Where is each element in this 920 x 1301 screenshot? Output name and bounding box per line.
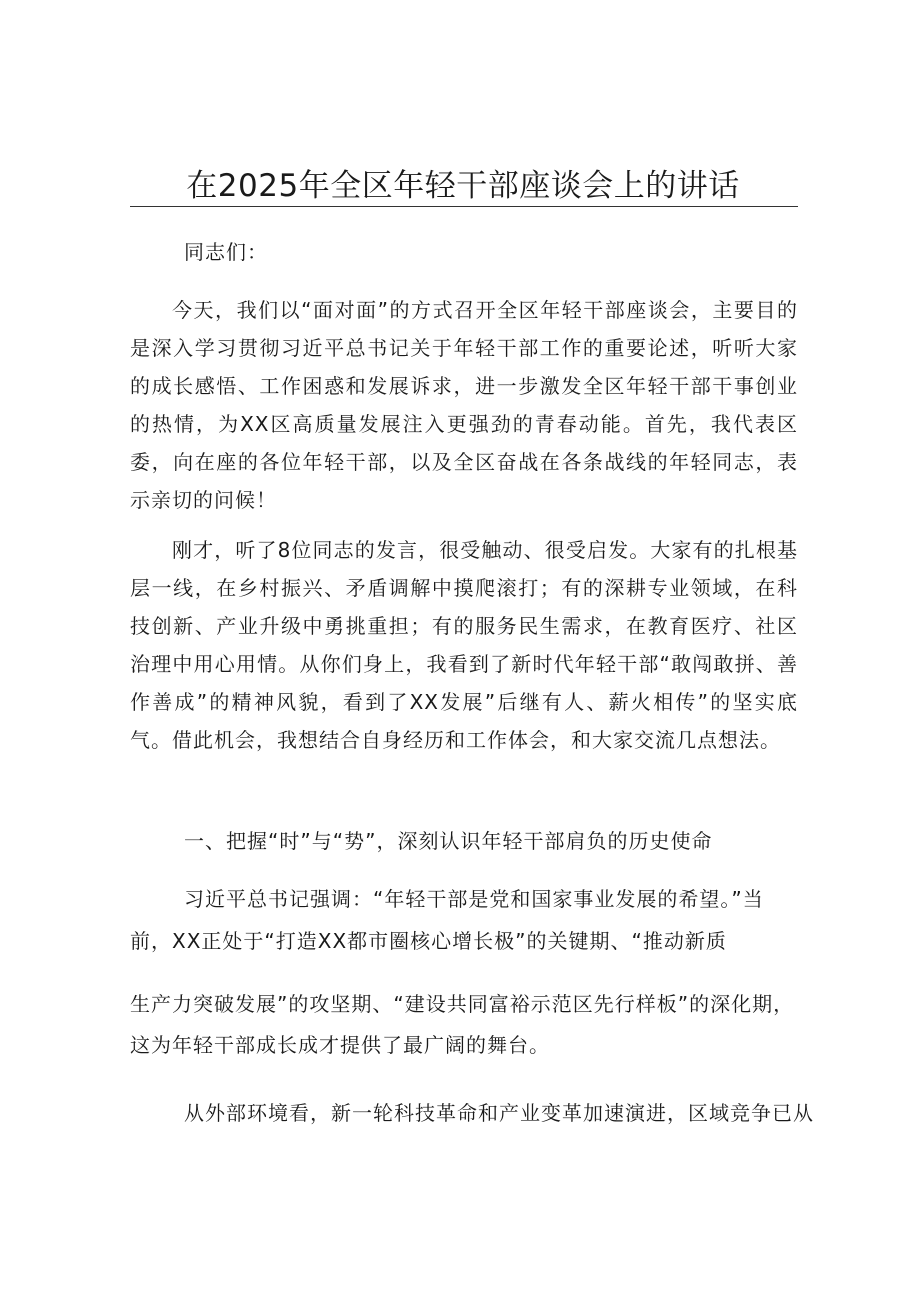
- paragraph-environment-line-1: 从外部环境看，新一轮科技革命和产业变革加速演进，区域竞争已从: [184, 1101, 814, 1125]
- paragraph-mission-line-3: 生产力突破发展”的攻坚期、“建设共同富裕示范区先行样板”的深化期，: [130, 992, 795, 1016]
- paragraph-mission-line-1: 习近平总书记强调：“年轻干部是党和国家事业发展的希望。”当: [184, 887, 764, 911]
- salutation: 同志们：: [184, 240, 268, 264]
- paragraph-mission-line-2: 前，XX正处于“打造XX都市圈核心增长极”的关键期、“推动新质: [130, 929, 727, 953]
- title-underline: [130, 206, 798, 207]
- paragraph-mission-line-4: 这为年轻干部成长成才提供了最广阔的舞台。: [130, 1033, 550, 1057]
- section-heading-1: 一、把握“时”与“势”，深刻认识年轻干部肩负的历史使命: [184, 829, 713, 853]
- paragraph-impressions: 刚才，听了8位同志的发言，很受触动、很受启发。大家有的扎根基层一线，在乡村振兴、矛盾调解中摸爬滚打；有的深耕专业领域，在科技创新、产业升级中勇挑重担；有的服务民生需求，在教育医疗、社区治理中用心用情。从你们身上，我看到了新时代年轻干部“敢闯敢拼、善作善成”的精神风貌，看到了XX发展”后继有人、薪火相传”的坚实底气。借此机会，我想结合自身经历和工作体会，和大家交流几点想法。: [130, 538, 798, 752]
- document-title: 在2025年全区年轻干部座谈会上的讲话: [186, 168, 740, 204]
- paragraph-opening: 今天，我们以“面对面”的方式召开全区年轻干部座谈会，主要目的是深入学习贯彻习近平总书记关于年轻干部工作的重要论述，听听大家的成长感悟、工作困惑和发展诉求，进一步激发全区年轻干部干事创业的热情，为XX区高质量发展注入更强劲的青春动能。首先，我代表区委，向在座的各位年轻干部，以及全区奋战在各条战线的年轻同志，表示亲切的问候！: [130, 298, 798, 512]
